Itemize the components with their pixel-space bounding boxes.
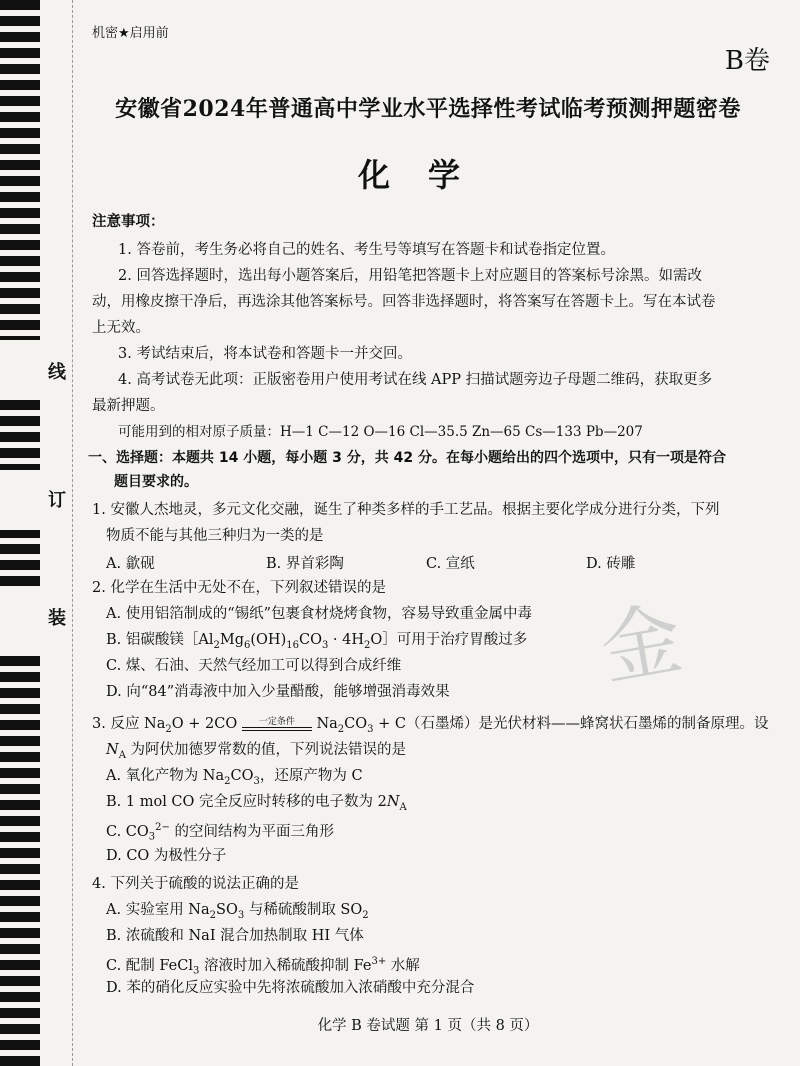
q3-stem-line-2: $N_A$ 为阿伏加德罗常数的值，下列说法错误的是 (106, 742, 407, 761)
q4-option-b: B. 浓硫酸和 NaI 混合加热制取 HI 气体 (106, 928, 364, 944)
notice-item-1: 1. 答卷前，考生务必将自己的姓名、考生号等填写在答题卡和试卷指定位置。 (118, 242, 615, 258)
atomic-masses: 可能用到的相对原子质量：H—1 C—12 O—16 Cl—35.5 Zn—65 Cs—133 Pb—207 (118, 424, 643, 440)
exam-title: 安徽省2024年普通高中学业水平选择性考试临考预测押题密卷 (115, 96, 741, 122)
exam-page (88, 0, 778, 1066)
binding-strip (0, 0, 40, 1066)
q2-stem: 2. 化学在生活中无处不在，下列叙述错误的是 (92, 580, 386, 596)
binding-label-xian: 线 (48, 362, 66, 383)
binding-gap (0, 470, 40, 530)
section-1-heading-line-2: 题目要求的。 (114, 474, 198, 490)
notice-item-4-line-2: 最新押题。 (92, 398, 165, 414)
q4-stem: 4. 下列关于硫酸的说法正确的是 (92, 876, 299, 892)
q1-option-d: D. 砖雕 (586, 556, 636, 572)
q1-option-b: B. 界首彩陶 (266, 556, 344, 572)
q1-options (106, 552, 766, 572)
binding-gap (0, 340, 40, 400)
binding-label-zhuang: 装 (48, 608, 66, 629)
notice-item-4-line-1: 4. 高考试卷无此项：正版密卷用户使用考试在线 APP 扫描试题旁边子母题二维码，获取更多 (118, 372, 713, 388)
subject-title: 化学 (357, 156, 498, 194)
notice-item-2-line-3: 上无效。 (92, 320, 150, 336)
secret-label: 机密★启用前 (92, 26, 169, 41)
cut-line (72, 0, 73, 1066)
q1-stem-line-2: 物质不能与其他三种归为一类的是 (106, 528, 324, 544)
q2-option-b: B. 铝碳酸镁$[Al_2Mg_6(OH)_{16}CO_3$ · $4H_2O]$可用于治疗胃酸过多 (106, 632, 528, 651)
binding-gap (0, 590, 40, 650)
q1-option-c: C. 宣纸 (426, 556, 475, 572)
notice-item-3: 3. 考试结束后，将本试卷和答题卡一并交回。 (118, 346, 412, 362)
q3-option-d: D. CO 为极性分子 (106, 848, 227, 864)
q1-stem-line-1: 1. 安徽人杰地灵，多元文化交融，诞生了种类多样的手工艺品。根据主要化学成分进行分类，下列 (92, 502, 720, 518)
q2-option-c: C. 煤、石油、天然气经加工可以得到合成纤维 (106, 658, 402, 674)
q3-option-a: A. 氧化产物为 $Na_2CO_3$，还原产物为 C (106, 768, 363, 787)
binding-label-ding: 订 (48, 490, 66, 511)
reaction-arrow: 一定条件 (242, 718, 312, 731)
notice-item-2-line-1: 2. 回答选择题时，选出每小题答案后，用铅笔把答题卡上对应题目的答案标号涂黑。如需改 (118, 268, 702, 284)
notice-heading: 注意事项： (92, 214, 165, 230)
q4-option-c: C. 配制 FeCl$_3$ 溶液时加入稀硫酸抑制 $Fe^{3+}$ 水解 (106, 956, 420, 977)
notice-item-2-line-2: 动，用橡皮擦干净后，再选涂其他答案标号。回答非选择题时，将答案写在答题卡上。写在本试卷 (92, 294, 716, 310)
q2-option-a: A. 使用铝箔制成的“锡纸”包裹食材烧烤食物，容易导致重金属中毒 (106, 606, 533, 622)
q4-option-d: D. 苯的硝化反应实验中先将浓硫酸加入浓硝酸中充分混合 (106, 980, 475, 996)
q3-option-b: B. 1 mol CO 完全反应时转移的电子数为 $2N_A$ (106, 794, 407, 813)
q3-option-c: C. $CO_3^{2-}$ 的空间结构为平面三角形 (106, 822, 335, 843)
q1-option-a: A. 歙砚 (106, 556, 155, 572)
watermark: 金 (593, 591, 689, 698)
page-footer: 化学 B 卷试题 第 1 页（共 8 页） (317, 1018, 539, 1034)
section-1-heading-line-1: 一、选择题：本题共 14 小题，每小题 3 分，共 42 分。在每小题给出的四个选项中，只有一项是符合 (88, 450, 726, 466)
paper-version: B卷 (724, 46, 770, 76)
q2-option-d: D. 向“84”消毒液中加入少量醋酸，能够增强消毒效果 (106, 684, 450, 700)
q3-stem-line-1: 3. 反应 $Na_2O + 2CO$ 一定条件 $Na_2CO_3 + C$（石墨烯）是光伏材料——蜂窝状石墨烯的制备原理。设 (92, 716, 769, 735)
q4-option-a: A. 实验室用 $Na_2SO_3$ 与稀硫酸制取 $SO_2$ (106, 902, 369, 921)
